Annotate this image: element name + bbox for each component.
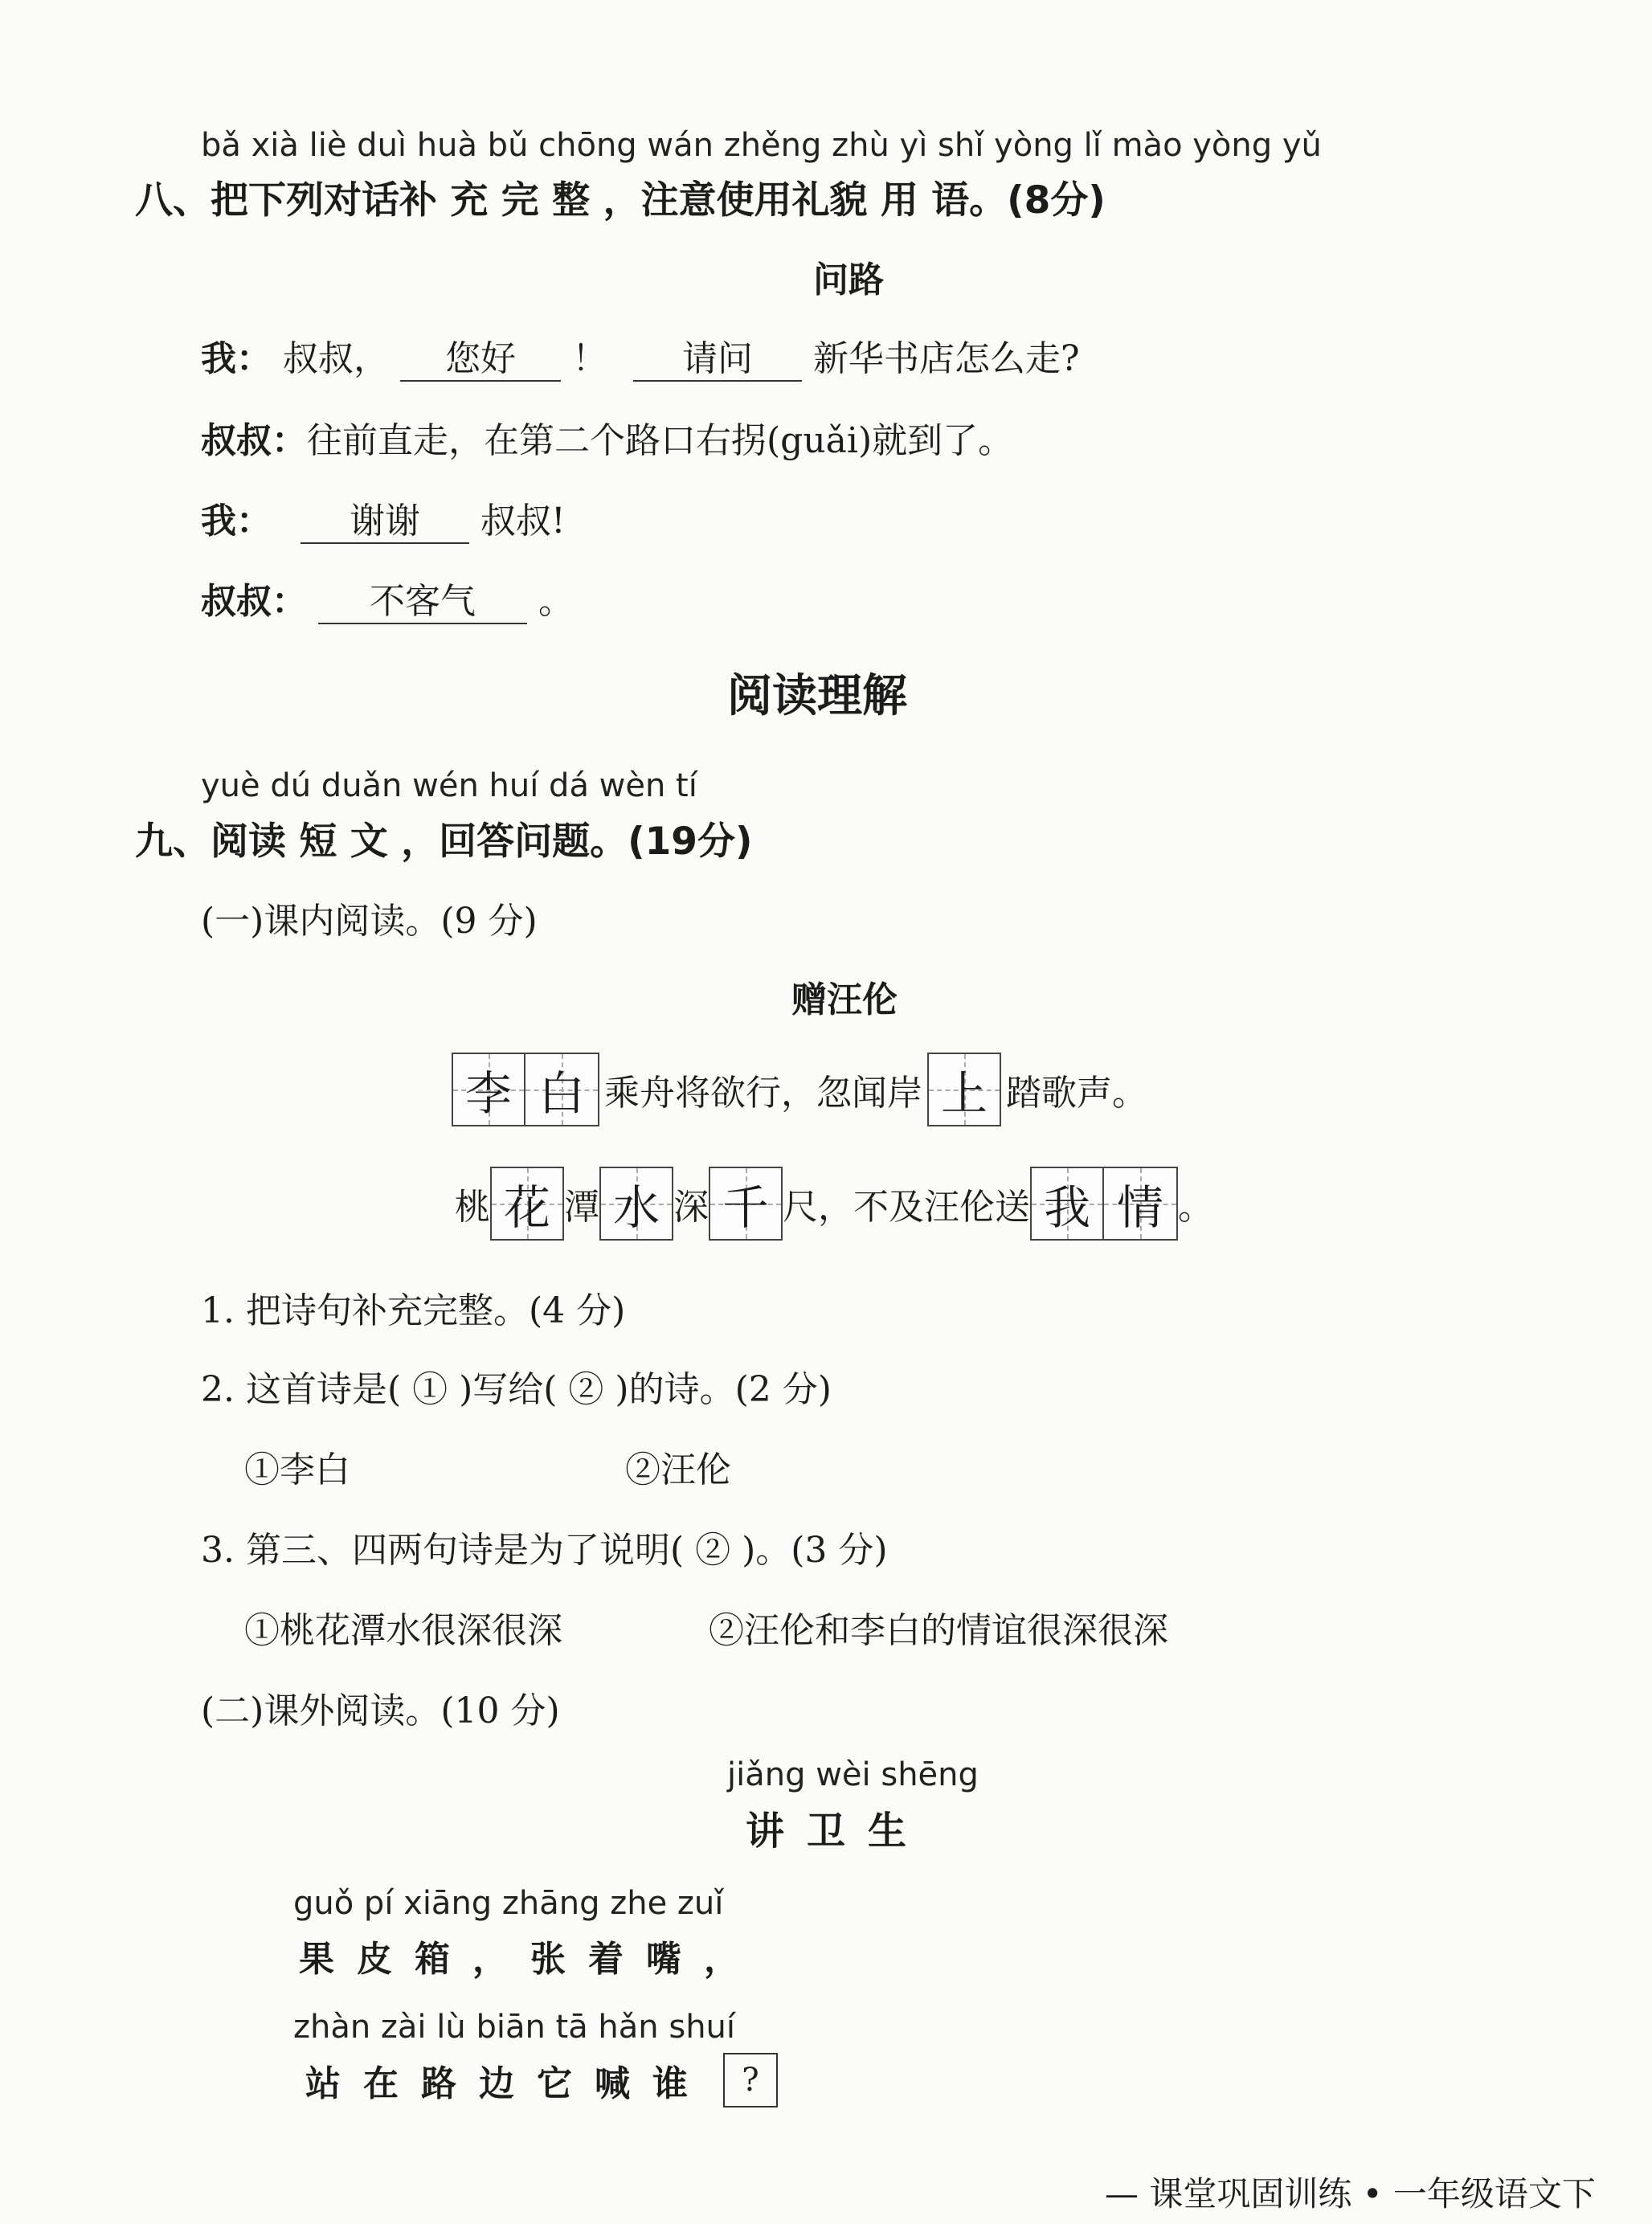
char-box: 白 [525,1053,599,1126]
dialog-text: ！ [572,338,607,379]
answer-blank: 谢谢 [301,501,469,544]
dialog-line-1 [201,329,1080,382]
reading-heading: 阅读理解 [727,670,907,722]
question-3-option-1: ①桃花潭水很深很深 [244,1610,562,1651]
poem-text: 乘舟将欲行，忽闻岸 [604,1073,922,1114]
part1-label: (一)课内阅读。(9 分) [201,901,538,942]
question-2: 2. 这首诗是( ① )写给( ② )的诗。(2 分) [201,1369,832,1410]
char-box: 我 [1030,1167,1104,1241]
poem-text: 潭 [564,1187,599,1228]
story-line-1: 果皮箱，张着嘴， [299,1939,762,1980]
question-2-option-1: ①李白 [244,1449,350,1490]
poem-text: 桃 [455,1187,490,1228]
answer-blank: 您好 [400,339,561,382]
poem-line-1 [452,1053,1147,1126]
story-line-2-pinyin: zhàn zài lù biān tā hǎn shuí [293,2009,736,2046]
dialog-line-4 [201,572,574,624]
poem-line-2 [455,1167,1213,1241]
dialog-line-3 [201,492,566,544]
dialog-line-2 [201,411,1013,463]
section9-title: 九、阅读 短 文 ，回答问题。(19分) [135,820,753,864]
char-box: 情 [1104,1167,1178,1241]
story-title: 讲卫生 [746,1809,930,1854]
char-box: 千 [709,1167,783,1241]
question-3: 3. 第三、四两句诗是为了说明( ② )。(3 分) [201,1530,888,1571]
poem-text: 。 [1178,1187,1213,1228]
dialog-text: 叔叔! [480,501,566,542]
poem-title: 赠汪伦 [791,979,898,1020]
question-3-option-2: ②汪伦和李白的情谊很深很深 [709,1610,1168,1651]
speaker: 我： [201,501,272,542]
poem-text: 踏歌声。 [1006,1073,1147,1114]
question-2-option-2: ②汪伦 [625,1449,731,1490]
poem-text: 深 [673,1187,709,1228]
page-footer: — 课堂巩固训练 • 一年级语文下 [1105,2174,1596,2214]
part2-label: (二)课外阅读。(10 分) [201,1690,560,1731]
dialog-text: 叔叔， [283,338,389,379]
speaker: 叔叔： [201,581,307,622]
answer-blank: 不客气 [318,582,527,624]
char-box: 花 [490,1167,564,1241]
section8-pinyin: bǎ xià liè duì huà bǔ chōng wán zhěng zhù yì shǐ yòng lǐ mào yòng yǔ [201,127,1322,164]
story-line-2-text: 站在路边它喊谁 [305,2063,710,2104]
question-mark-box: ? [723,2053,778,2107]
dialog-text: 往前直走，在第二个路口右拐(guǎi)就到了。 [307,420,1014,461]
dialog-text: 新华书店怎么走? [813,338,1080,379]
story-line-2 [305,2053,778,2107]
story-title-pinyin: jiǎng wèi shēng [727,1756,979,1793]
speaker: 叔叔： [201,420,307,461]
char-box: 水 [599,1167,673,1241]
story-line-1-pinyin: guǒ pí xiāng zhāng zhe zuǐ [293,1885,724,1922]
speaker: 我： [201,338,272,379]
char-box: 李 [452,1053,525,1126]
section9-pinyin: yuè dú duǎn wén huí dá wèn tí [201,767,697,804]
answer-blank: 请问 [633,339,802,382]
poem-text: 尺，不及汪伦送 [783,1187,1030,1228]
section8-subtitle: 问路 [813,260,884,300]
question-1: 1. 把诗句补充完整。(4 分) [201,1290,626,1331]
dialog-text: 。 [538,581,574,622]
char-box: 上 [927,1053,1001,1126]
section8-title: 八、把下列对话补 充 完 整 ，注意使用礼貌 用 语。(8分) [135,178,1106,223]
